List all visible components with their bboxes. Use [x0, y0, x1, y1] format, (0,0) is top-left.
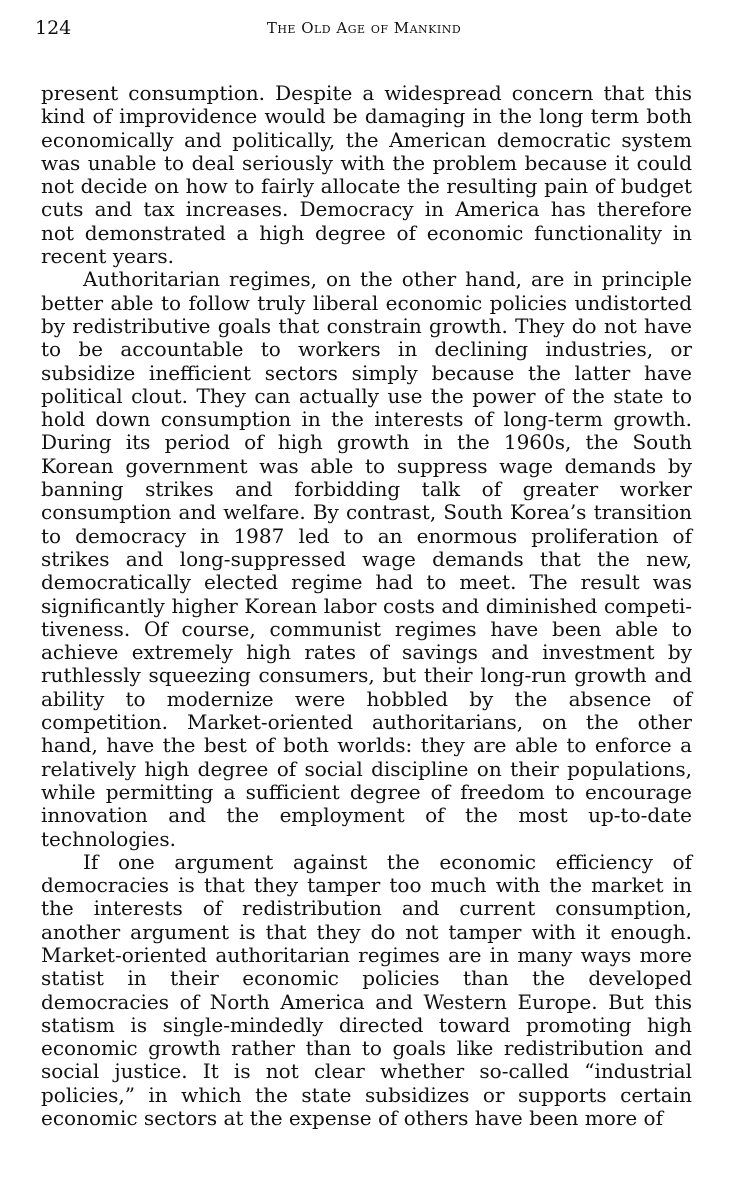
body-text [41, 82, 692, 1130]
running-head: The Old Age of Mankind [266, 19, 462, 37]
paragraph-2: Authoritarian regimes, on the other hand, are in principle better able to follow truly liberal economic policies undistorted by redistributive goals that constrain growth. They do not have to be accountable to workers in declining industries, or subsidize inefficient sectors simply because the latter have political clout. They can actually use the power of the state to hold down consumption in the interests of long-term growth. During its period of high growth in the 1960s, the South Korean government was able to suppress wage demands by banning strikes and forbidding talk of greater worker consumption and welfare. By contrast, South Korea’s transition to democracy in 1987 led to an enormous proliferation of strikes and long-suppressed wage demands that the new, democratically elected regime had to meet. The result was significantly higher Korean labor costs and diminished competitiveness. Of course, communist regimes have been able to achieve extremely high rates of savings and investment by ruthlessly squeezing consumers, but their long-run growth and ability to modernize were hobbled by the absence of competition. Market-oriented authoritarians, on the other hand, have the best of both worlds: they are able to enforce a relatively high degree of social discipline on their populations, while permitting a sufficient degree of freedom to encourage innovation and the employment of the most up-to-date technologies. [41, 267, 692, 851]
page-header [35, 15, 693, 45]
paragraph-3: If one argument against the economic efficiency of democracies is that they tamper too much with the market in the interests of redistribution and current consumption, another argument is that they do not tamper with it enough. Market-oriented authoritarian regimes are in many ways more statist in their economic policies than the developed democracies of North America and Western Europe. But this statism is single-mindedly directed toward promoting high economic growth rather than to goals like redistribution and social justice. It is not clear whether so-called “industrial policies,” in which the state subsidizes or supports certain economic sectors at the expense of others have been more of [41, 849, 692, 1131]
paragraph-1: present consumption. Despite a widespread concern that this kind of improvidence would be damaging in the long term both economically and politically, the American democratic system was unable to deal seriously with the problem because it could not decide on how to fairly allocate the resulting pain of budget cuts and tax increases. Democracy in America has therefore not demonstrated a high degree of economic functionality in recent years. [41, 81, 692, 269]
page-number: 124 [35, 17, 72, 39]
